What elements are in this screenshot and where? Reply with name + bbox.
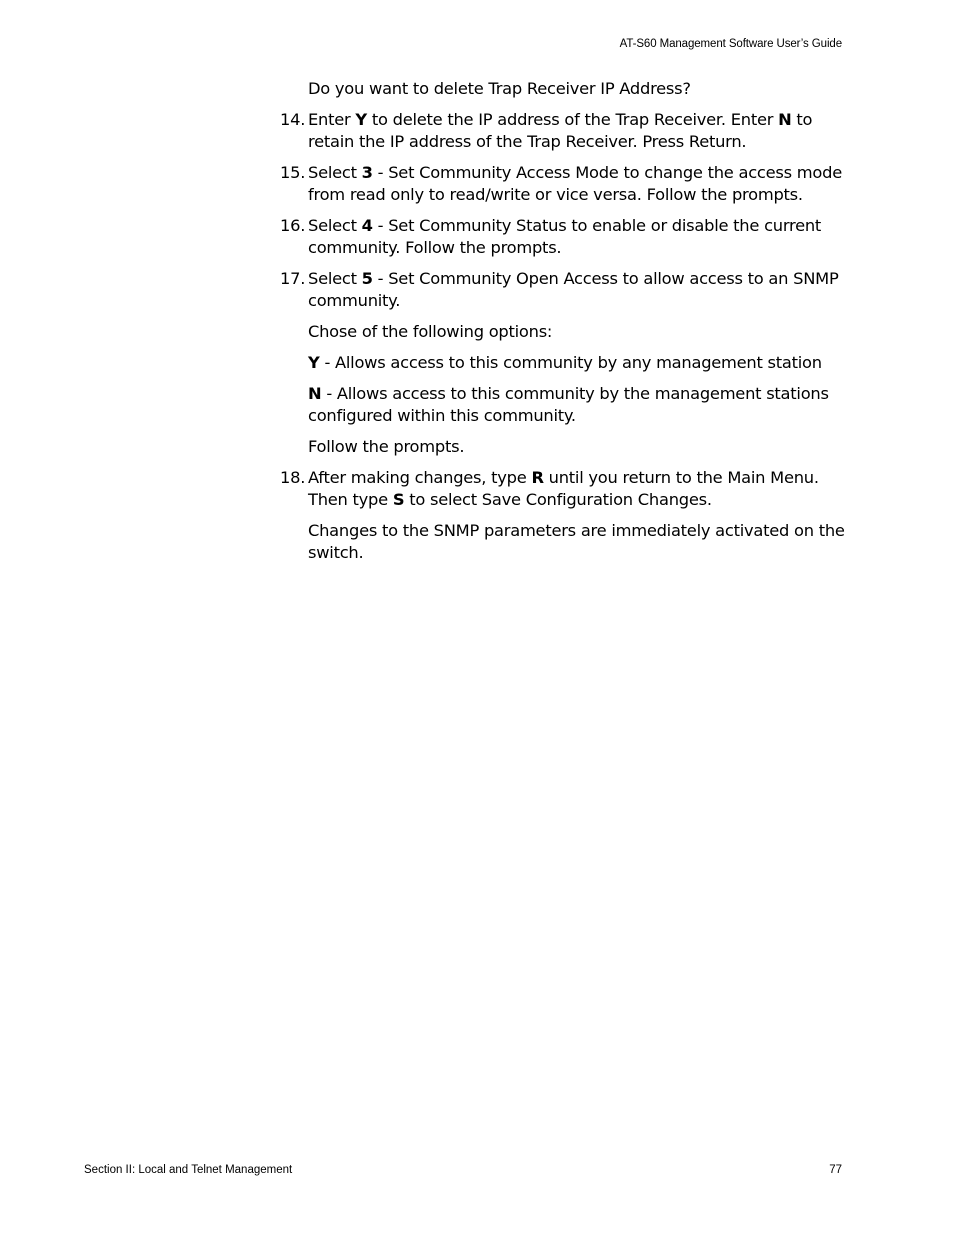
step-number: 15. [280,163,306,182]
step-16 [280,215,846,259]
step-text: Select 3 - Set Community Access Mode to change the access mode from read only to read/write or vice versa. Follow the prompts. [308,163,842,204]
step-number: 18. [280,468,306,487]
key-5: 5 [361,269,373,288]
step-15 [280,162,846,206]
option-y-key: Y [308,353,320,372]
step-text: After making changes, type R until you return to the Main Menu. Then type S to select Save Configuration Changes. [308,468,819,509]
step-18 [280,467,846,511]
step-number: 16. [280,216,306,235]
option-y: Y - Allows access to this community by any management station [308,353,822,372]
page-body [280,78,846,573]
key-r: R [531,468,544,487]
step-14 [280,109,846,153]
key-3: 3 [361,163,373,182]
follow-prompts-text: Follow the prompts. [308,437,465,456]
key-y: Y [355,110,367,129]
step-number: 14. [280,110,306,129]
closing-text: Changes to the SNMP parameters are immediately activated on the switch. [308,521,845,562]
running-header: AT-S60 Management Software User’s Guide [619,38,842,50]
step-text: Select 4 - Set Community Status to enable or disable the current community. Follow the prompts. [308,216,822,257]
options-intro: Chose of the following options: [308,322,553,341]
footer-section-title: Section II: Local and Telnet Management [84,1164,293,1176]
key-n: N [778,110,792,129]
key-s: S [392,490,405,509]
step-text: Select 5 - Set Community Open Access to allow access to an SNMP community. [308,269,839,310]
step-17 [280,268,846,312]
step-number: 17. [280,269,306,288]
option-n-key: N [308,384,322,403]
page-number: 77 [829,1164,842,1176]
step-text: Enter Y to delete the IP address of the Trap Receiver. Enter N to retain the IP address of the Trap Receiver. Press Return. [308,110,813,151]
confirm-prompt-text: Do you want to delete Trap Receiver IP Address? [308,79,691,98]
option-n: N - Allows access to this community by the management stations configured within this community. [308,384,829,425]
key-4: 4 [361,216,373,235]
